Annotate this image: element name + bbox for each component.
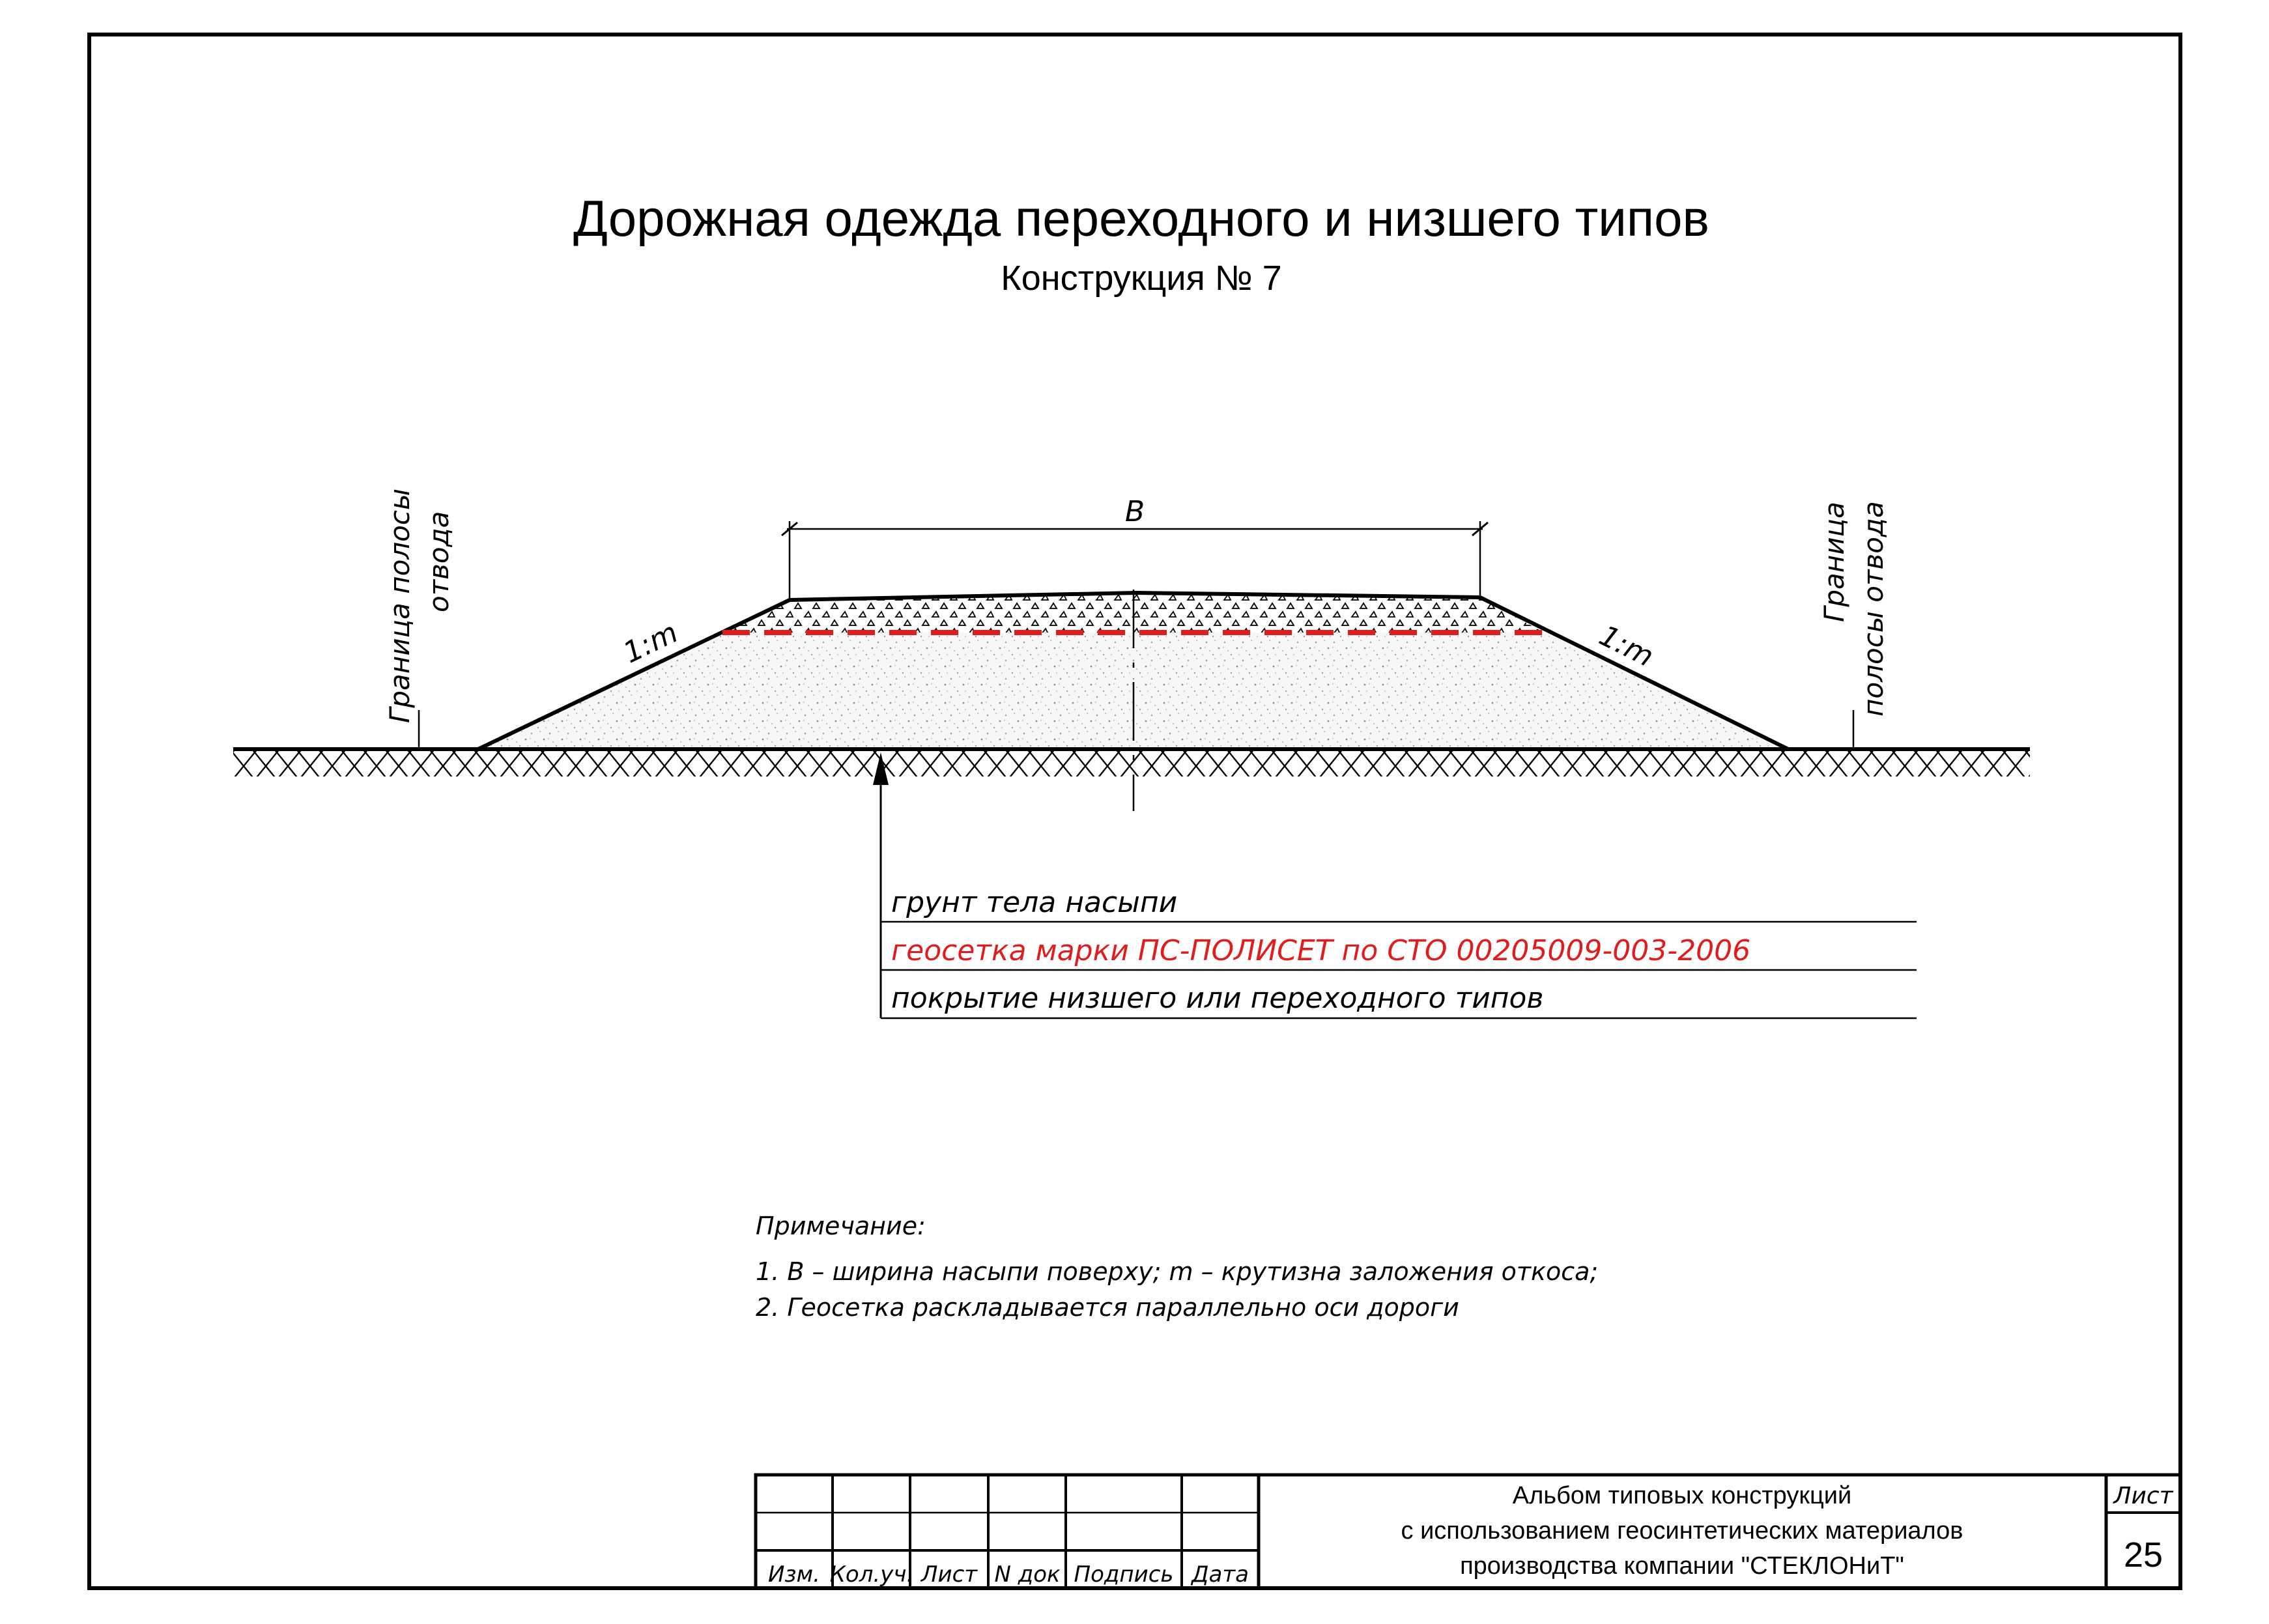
title-block <box>756 1475 2180 1588</box>
tb-col-ndok: N док <box>994 1561 1061 1588</box>
slope-right-label: 1:m <box>1593 619 1659 674</box>
note-item-2: 2. Геосетка раскладывается параллельно оси дороги <box>756 1293 1459 1322</box>
legend-item-soil: грунт тела насыпи <box>891 886 1178 919</box>
embankment-diagram <box>233 489 2030 811</box>
tb-description-1: Альбом типовых конструкций <box>1512 1482 1852 1509</box>
tb-col-koluch: Кол.уч. <box>829 1561 914 1588</box>
notes-heading: Примечание: <box>756 1212 926 1240</box>
tb-col-list: Лист <box>920 1561 978 1588</box>
slope-left-label: 1:m <box>618 616 683 670</box>
legend <box>873 752 1917 1018</box>
boundary-left-text-2: отвода <box>423 511 455 612</box>
dimension-b <box>782 521 1488 600</box>
note-item-1: 1. B – ширина насыпи поверху; m – крутизна заложения откоса; <box>756 1257 1599 1286</box>
dimension-b-label: B <box>1124 495 1145 528</box>
tb-sheet-number: 25 <box>2123 1535 2163 1574</box>
tb-description-2: с использованием геосинтетических материалов <box>1401 1517 1963 1545</box>
tb-col-izm: Изм. <box>768 1561 820 1588</box>
page-title: Дорожная одежда переходного и низшего типов <box>573 190 1709 247</box>
boundary-left-text-1: Граница полосы <box>384 488 416 723</box>
tb-col-podpis: Подпись <box>1074 1561 1174 1588</box>
ground-hatch <box>233 750 2030 776</box>
legend-item-geogrid: геосетка марки ПС-ПОЛИСЕТ по СТО 00205009-003-2006 <box>891 934 1751 967</box>
boundary-right-text-2: полосы отвода <box>1857 501 1889 717</box>
tb-description-3: производства компании "СТЕКЛОНиТ" <box>1460 1552 1904 1580</box>
notes <box>756 1212 1598 1322</box>
tb-col-data: Дата <box>1191 1561 1249 1588</box>
boundary-right-text-1: Граница <box>1818 502 1850 622</box>
tb-sheet-label: Лист <box>2113 1483 2173 1509</box>
legend-item-pavement: покрытие низшего или переходного типов <box>891 982 1544 1015</box>
page-subtitle: Конструкция № 7 <box>1001 259 1282 298</box>
